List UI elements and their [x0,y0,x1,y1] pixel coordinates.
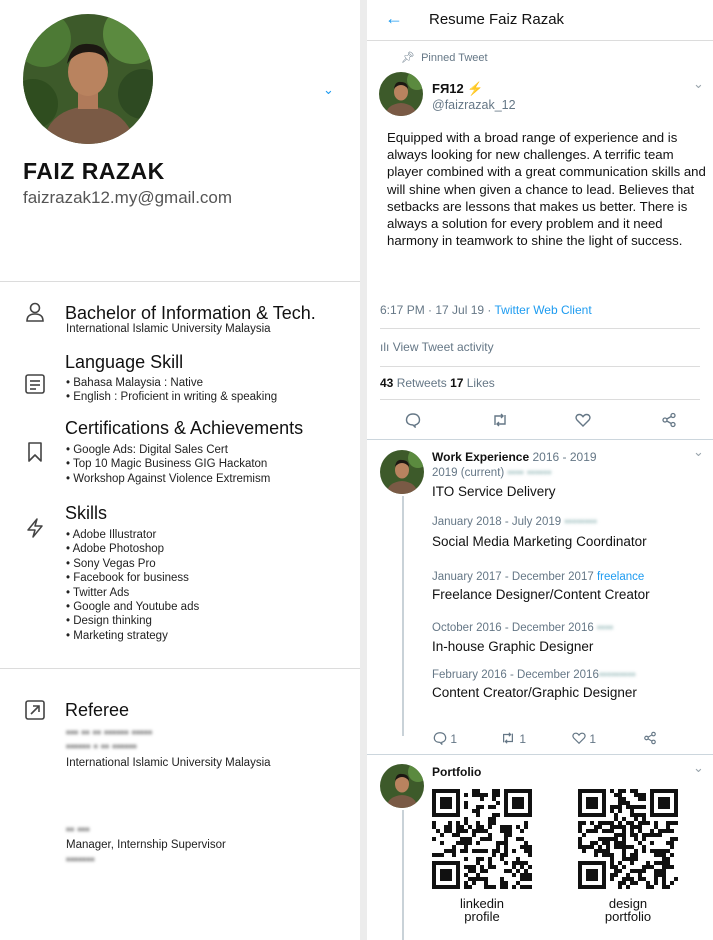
referee-title: Referee [65,700,130,720]
referee-2-name: ▪▪ ▪▪▪ [66,824,90,836]
retweet-action[interactable]: 1 [500,731,526,746]
referee-2-contact: ▪▪▪▪▪▪▪ [66,854,95,866]
retweet-icon[interactable] [491,412,509,428]
person-icon [24,301,46,323]
avatar[interactable] [380,764,424,808]
chevron-down-icon[interactable]: ⌄ [323,82,334,97]
job-date: February 2016 - December 2016▪▪▪▪▪▪▪▪▪ [432,669,636,681]
portfolio-title: Portfolio [432,765,482,779]
list-item: • Marketing strategy [66,629,199,643]
list-item: • Workshop Against Violence Extremism [66,472,270,486]
divider [380,399,700,400]
chevron-down-icon[interactable]: ⌄ [693,76,704,91]
certifications-list [66,443,270,486]
referee-1-org: International Islamic University Malaysia [66,757,271,769]
divider [0,668,360,669]
list-item: • Google and Youtube ads [66,600,199,614]
qr-label-portfolio: design portfolio [604,896,652,924]
like-action[interactable]: 1 [572,731,596,746]
referee-1-title: ▪▪▪▪▪▪ ▪ ▪▪ ▪▪▪▪▪▪ [66,741,137,753]
language-list [66,376,277,405]
divider [0,281,360,282]
list-item: • Bahasa Malaysia : Native [66,376,277,390]
certifications-title: Certifications & Achievements [65,418,304,438]
client-link[interactable]: Twitter Web Client [494,303,592,317]
lightning-icon [24,517,46,539]
job-title: Content Creator/Graphic Designer [432,685,637,700]
job-title: In-house Graphic Designer [432,639,594,654]
heart-icon[interactable] [575,412,591,428]
avatar[interactable] [379,72,423,116]
chevron-down-icon[interactable]: ⌄ [693,444,704,459]
header-title: Resume Faiz Razak [429,11,565,28]
list-item: • Design thinking [66,614,199,628]
tweet-activity-link[interactable]: ılı View Tweet activity [380,340,494,354]
handle[interactable]: @faizrazak_12 [432,98,516,112]
education-institution: International Islamic University Malaysia [66,323,271,335]
work-title: Work Experience 2016 - 2019 [432,450,597,464]
list-item: • Top 10 Magic Business GIG Hackaton [66,457,270,471]
referee-1-name: ▪▪▪ ▪▪ ▪▪ ▪▪▪▪▪▪ ▪▪▪▪▪ [66,727,153,739]
tweet-text: Equipped with a broad range of experience and is always looking for new challenges. A terrific team player combined with a great communication skills and will shine when given a chance to lead. Believes that setbacks are lessons that makes us better. There is always a solution for every problem and it need harmony in teamwork to shine the light of success. [387,130,706,249]
profile-photo [23,14,153,144]
list-item: • Sony Vegas Pro [66,557,199,571]
skills-list [66,528,199,643]
referee-2-role: Manager, Internship Supervisor [66,839,226,851]
job-title: ITO Service Delivery [432,484,556,499]
divider [367,439,713,440]
divider [380,328,700,329]
reply-icon [433,731,447,745]
share-icon[interactable] [643,731,657,745]
pin-icon: 📌︎ [401,52,415,64]
list-item: • Facebook for business [66,571,199,585]
tweet-meta: 6:17 PM · 17 Jul 19 · Twitter Web Client [380,303,592,317]
bookmark-icon [24,441,46,463]
education-title: Bachelor of Information & Tech. [65,303,316,323]
thread-line [402,496,404,736]
profile-email[interactable]: faizrazak12.my@gmail.com [23,188,233,207]
twitter-panel [367,0,713,940]
share-icon[interactable] [661,412,677,428]
list-item: • Google Ads: Digital Sales Cert [66,443,270,457]
list-item: • Twitter Ads [66,586,199,600]
job-title: Social Media Marketing Coordinator [432,534,647,549]
job-date: 2019 (current) ▪▪▪▪ ▪▪▪▪▪▪ [432,467,552,479]
qr-label-linkedin: linkedin profile [459,896,505,924]
bar-chart-icon: ılı [380,340,390,354]
portfolio-qr-code[interactable] [578,789,678,889]
thread-line [402,810,404,940]
tweet-stats: 43 Retweets 17 Likes [380,376,495,390]
reply-action[interactable]: 1 [433,731,457,746]
reply-icon[interactable] [405,412,421,428]
twitter-header [367,0,713,40]
linkedin-qr-code[interactable] [432,789,532,889]
external-link-icon [24,699,46,721]
divider [380,366,700,367]
document-icon [24,373,46,395]
language-title: Language Skill [65,352,184,372]
job-date: January 2017 - December 2017 freelance [432,571,645,583]
pinned-label: 📌︎ Pinned Tweet [401,52,488,64]
chevron-down-icon[interactable]: ⌄ [693,760,704,775]
divider [367,754,713,755]
retweet-icon [500,731,516,745]
back-arrow-icon[interactable]: ← [385,8,403,28]
job-date: October 2016 - December 2016 ▪▪▪▪ [432,622,614,634]
display-name[interactable]: FЯ12 ⚡ [432,81,484,96]
list-item: • English : Proficient in writing & speaking [66,390,277,404]
profile-name: FAIZ RAZAK [23,158,165,184]
heart-icon [572,731,586,745]
list-item: • Adobe Photoshop [66,542,199,556]
avatar[interactable] [380,450,424,494]
job-date: January 2018 - July 2019 ▪▪▪▪▪▪▪▪ [432,516,597,528]
skills-title: Skills [65,503,108,523]
list-item: • Adobe Illustrator [66,528,199,542]
job-title: Freelance Designer/Content Creator [432,587,650,602]
divider [367,40,713,41]
